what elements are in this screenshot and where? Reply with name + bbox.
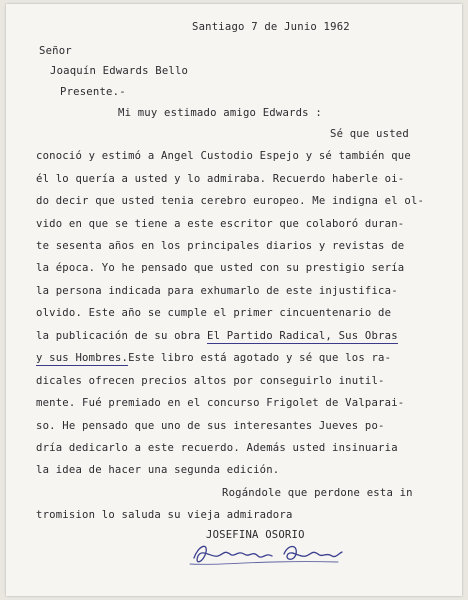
body-line: mente. Fué premiado en el concurso Frigolet de Valparai- [36,397,405,409]
body-line: te sesenta años en los principales diarios y revistas de [36,240,405,252]
body-line: la persona indicada para exhumarlo de este injustifica- [36,285,398,297]
body-line: la época. Yo he pensado que usted con su prestigio sería [36,262,405,274]
body-line: vido en que se tiene a este escritor que colaboró duran- [36,218,405,230]
presente-line: Presente.- [60,86,126,98]
closing-line: Rogándole que perdone esta in [222,487,413,499]
body-line: la idea de hacer una segunda edición. [36,464,280,476]
letter-page [6,4,462,596]
recipient-name: Joaquín Edwards Bello [50,65,189,77]
handwritten-signature [188,536,348,572]
body-line: do decir que usted tenia cerebro europeo. Me indigna el ol- [36,195,425,207]
body-line-text: la publicación de su obra [36,330,201,342]
body-line: dría dedicarlo a este recuerdo. Además usted insinuaria [36,442,398,454]
body-line: olvido. Este año se cumple el primer cincuentenario de [36,307,392,319]
typed-signature-name: JOSEFINA OSORIO [206,529,305,541]
body-line: dicales ofrecen precios altos por conseguirlo inutil- [36,375,385,387]
body-line: conoció y estimó a Angel Custodio Espejo y sé también que [36,150,411,162]
book-title-underlined-continued: y sus Hombres. [36,352,129,364]
body-line: Sé que usted [330,128,409,140]
body-line-text: Este libro está agotado y sé que los ra- [128,352,392,364]
salutation-title: Señor [39,45,72,57]
body-line [36,330,398,342]
body-line: él lo quería a usted y lo admiraba. Recuerdo haberle oi- [36,173,405,185]
body-line: so. He pensado que uno de sus interesantes Jueves po- [36,420,385,432]
letter-greeting: Mi muy estimado amigo Edwards : [118,107,322,119]
book-title-underlined: El Partido Radical, Sus Obras [207,330,398,342]
body-line [36,352,391,364]
letter-date: Santiago 7 de Junio 1962 [192,21,350,33]
closing-line: tromision lo saluda su vieja admiradora [36,509,293,521]
